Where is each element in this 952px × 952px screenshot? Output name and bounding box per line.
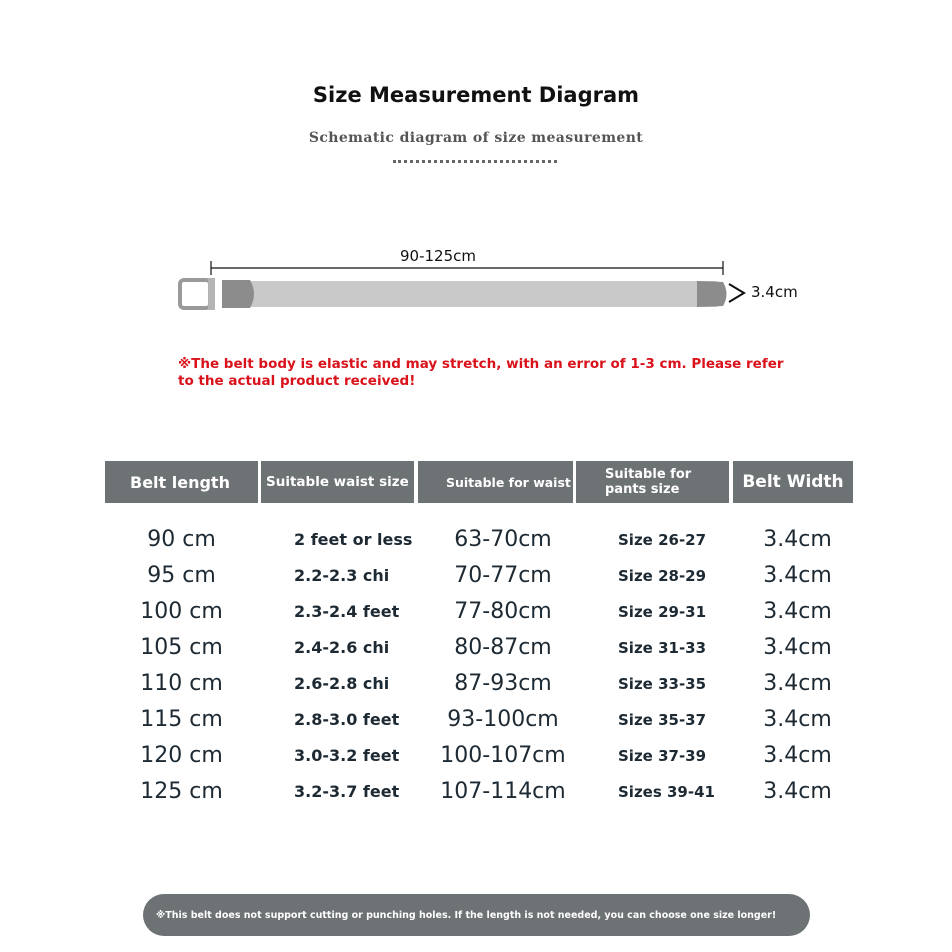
cell-pants-size: Sizes 39-41 xyxy=(618,783,715,801)
cell-pants-size: Size 37-39 xyxy=(618,747,707,765)
header-pants-size: Suitable for pants size xyxy=(576,461,729,503)
belt-keeper xyxy=(222,280,254,308)
cell-belt-width: 3.4cm xyxy=(763,527,832,552)
cell-pants-size: Size 33-35 xyxy=(618,675,707,693)
header-suitable-for-waist: Suitable for waist xyxy=(418,461,573,503)
cell-belt-width: 3.4cm xyxy=(763,671,832,696)
cell-pants-size: Size 28-29 xyxy=(618,567,707,585)
cell-pants-size: Size 35-37 xyxy=(618,711,707,729)
footer-note: ※This belt does not support cutting or punching holes. If the length is not needed, you can choose one size longer! xyxy=(156,909,777,921)
buckle-prong xyxy=(208,278,215,310)
cell-waist-cm: 70-77cm xyxy=(454,563,552,588)
belt-tip xyxy=(697,281,727,307)
table-row xyxy=(0,738,952,774)
cell-waist-cm: 77-80cm xyxy=(454,599,552,624)
cell-belt-length: 95 cm xyxy=(147,563,216,588)
page-subtitle: Schematic diagram of size measurement xyxy=(308,130,644,146)
width-chevron xyxy=(729,284,744,302)
belt-body xyxy=(230,281,720,307)
cell-belt-length: 125 cm xyxy=(140,779,223,804)
table-row xyxy=(0,774,952,810)
cell-belt-length: 105 cm xyxy=(140,635,223,660)
width-label: 3.4cm xyxy=(751,283,798,301)
cell-waist-size: 3.2-3.7 feet xyxy=(294,782,400,801)
cell-waist-size: 2.3-2.4 feet xyxy=(294,602,400,621)
cell-waist-size: 2.2-2.3 chi xyxy=(294,566,390,585)
cell-belt-width: 3.4cm xyxy=(763,707,832,732)
buckle-frame xyxy=(180,280,210,308)
table-row xyxy=(0,558,952,594)
table-row xyxy=(0,522,952,558)
cell-pants-size: Size 31-33 xyxy=(618,639,707,657)
cell-waist-cm: 100-107cm xyxy=(440,743,566,768)
decorative-divider xyxy=(393,160,557,163)
cell-waist-cm: 107-114cm xyxy=(440,779,566,804)
cell-waist-size: 2.4-2.6 chi xyxy=(294,638,390,657)
elasticity-note: ※The belt body is elastic and may stretch, with an error of 1-3 cm. Please refer to the actual product received! xyxy=(178,356,784,389)
table-row xyxy=(0,702,952,738)
table-row xyxy=(0,666,952,702)
cell-waist-cm: 63-70cm xyxy=(454,527,552,552)
table-row xyxy=(0,594,952,630)
cell-waist-size: 2.8-3.0 feet xyxy=(294,710,400,729)
cell-belt-width: 3.4cm xyxy=(763,599,832,624)
header-suitable-waist-size: Suitable waist size xyxy=(261,461,414,503)
page-title: Size Measurement Diagram xyxy=(312,83,640,107)
cell-belt-length: 110 cm xyxy=(140,671,223,696)
cell-pants-size: Size 29-31 xyxy=(618,603,707,621)
cell-belt-length: 100 cm xyxy=(140,599,223,624)
cell-belt-width: 3.4cm xyxy=(763,779,832,804)
table-row xyxy=(0,630,952,666)
cell-waist-size: 2 feet or less xyxy=(294,530,413,549)
footer-banner xyxy=(143,894,810,936)
header-belt-length: Belt length xyxy=(105,461,258,503)
cell-waist-cm: 80-87cm xyxy=(454,635,552,660)
cell-belt-width: 3.4cm xyxy=(763,635,832,660)
cell-belt-width: 3.4cm xyxy=(763,743,832,768)
cell-belt-length: 120 cm xyxy=(140,743,223,768)
cell-waist-size: 3.0-3.2 feet xyxy=(294,746,400,765)
cell-waist-size: 2.6-2.8 chi xyxy=(294,674,390,693)
length-label: 90-125cm xyxy=(400,247,476,265)
cell-waist-cm: 93-100cm xyxy=(447,707,559,732)
cell-belt-length: 115 cm xyxy=(140,707,223,732)
cell-belt-length: 90 cm xyxy=(147,527,216,552)
size-table xyxy=(0,522,952,810)
cell-waist-cm: 87-93cm xyxy=(454,671,552,696)
cell-belt-width: 3.4cm xyxy=(763,563,832,588)
cell-pants-size: Size 26-27 xyxy=(618,531,707,549)
header-belt-width: Belt Width xyxy=(733,461,853,503)
